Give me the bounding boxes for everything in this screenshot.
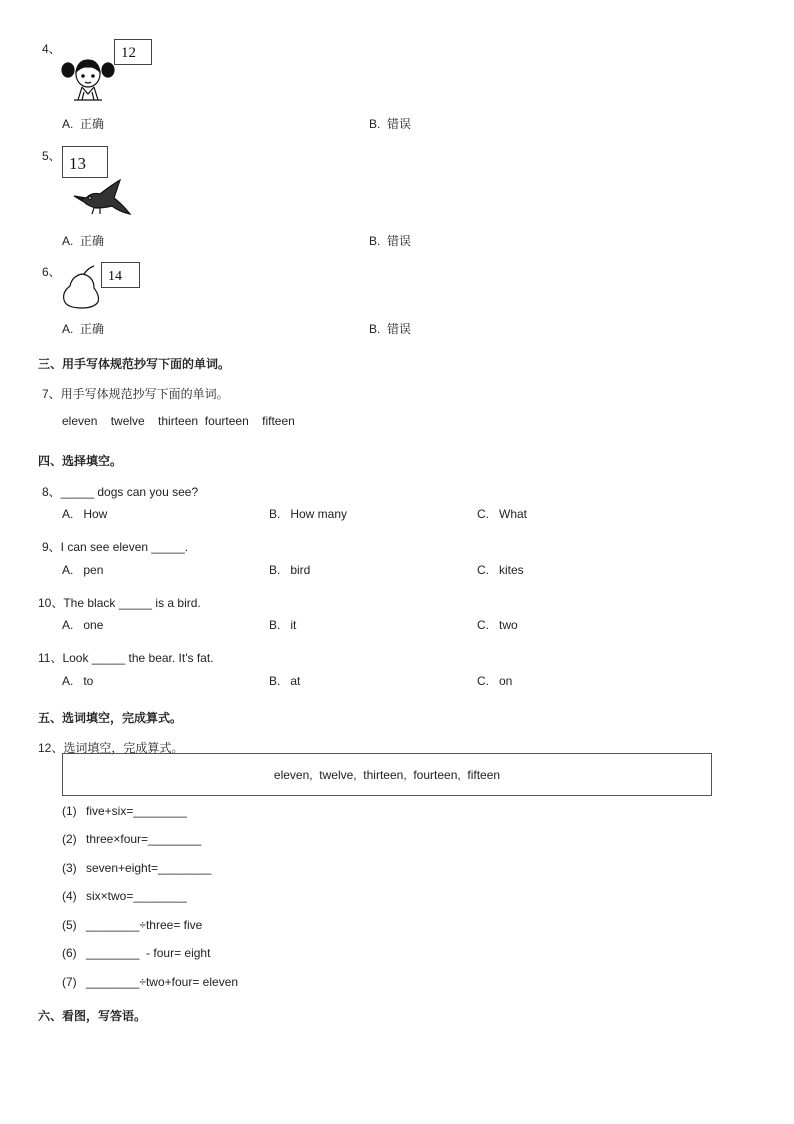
question-11-option-a[interactable]: A. to xyxy=(62,674,94,688)
pear-picture xyxy=(60,264,104,310)
number-box-14: 14 xyxy=(101,262,140,288)
question-9-option-b[interactable]: B. bird xyxy=(269,563,311,577)
question-6-option-b[interactable]: B. 错误 xyxy=(369,322,412,336)
section-4-title: 四、选择填空。 xyxy=(38,454,123,468)
question-7-words: eleven twelve thirteen fourteen fifteen xyxy=(62,414,295,428)
question-11-option-b[interactable]: B. at xyxy=(269,674,301,688)
girl-picture xyxy=(60,52,116,102)
question-8-stem: 8、_____ dogs can you see? xyxy=(42,485,199,499)
equation-1[interactable]: five+six=________ xyxy=(86,804,187,818)
equation-6[interactable]: ________ - four= eight xyxy=(86,946,211,960)
equation-4[interactable]: six×two=________ xyxy=(86,889,187,903)
question-10-option-c[interactable]: C. two xyxy=(477,618,518,632)
equation-5[interactable]: ________÷three= five xyxy=(86,918,203,932)
word-bank-text: eleven, twelve, thirteen, fourteen, fifteen xyxy=(273,767,501,782)
section-6-title: 六、看图，写答语。 xyxy=(38,1009,147,1023)
equation-7-label: (7) xyxy=(62,975,77,989)
equation-7[interactable]: ________÷two+four= eleven xyxy=(86,975,239,989)
section-3-title: 三、用手写体规范抄写下面的单词。 xyxy=(38,357,231,371)
question-9-stem: 9、I can see eleven _____. xyxy=(42,540,189,554)
question-9-option-a[interactable]: A. pen xyxy=(62,563,104,577)
equation-3[interactable]: seven+eight=________ xyxy=(86,861,212,875)
number-box-13: 13 xyxy=(62,146,108,178)
question-5-option-b[interactable]: B. 错误 xyxy=(369,234,412,248)
question-4-option-b[interactable]: B. 错误 xyxy=(369,117,412,131)
question-10-stem: 10、The black _____ is a bird. xyxy=(38,596,201,610)
equation-2[interactable]: three×four=________ xyxy=(86,832,202,846)
question-8-option-c[interactable]: C. What xyxy=(477,507,528,521)
question-6-number: 6、 xyxy=(42,265,61,279)
question-7-stem: 7、用手写体规范抄写下面的单词。 xyxy=(42,387,229,401)
equation-6-label: (6) xyxy=(62,946,77,960)
question-11-stem: 11、Look _____ the bear. It's fat. xyxy=(38,651,214,665)
word-bank-box xyxy=(62,753,712,796)
question-8-option-a[interactable]: A. How xyxy=(62,507,108,521)
question-4-number: 4、 xyxy=(42,42,61,56)
question-9-option-c[interactable]: C. kites xyxy=(477,563,524,577)
equation-5-label: (5) xyxy=(62,918,77,932)
question-12-stem: 12、选词填空，完成算式。 xyxy=(38,741,184,755)
question-5-number: 5、 xyxy=(42,149,61,163)
question-4-option-a[interactable]: A. 正确 xyxy=(62,117,105,131)
section-5-title: 五、选词填空，完成算式。 xyxy=(38,711,183,725)
bird-picture xyxy=(70,178,134,222)
question-10-option-b[interactable]: B. it xyxy=(269,618,297,632)
question-8-option-b[interactable]: B. How many xyxy=(269,507,348,521)
question-10-option-a[interactable]: A. one xyxy=(62,618,104,632)
equation-4-label: (4) xyxy=(62,889,77,903)
equation-2-label: (2) xyxy=(62,832,77,846)
question-6-option-a[interactable]: A. 正确 xyxy=(62,322,105,336)
number-box-12: 12 xyxy=(114,39,152,65)
question-5-option-a[interactable]: A. 正确 xyxy=(62,234,105,248)
question-11-option-c[interactable]: C. on xyxy=(477,674,513,688)
equation-1-label: (1) xyxy=(62,804,77,818)
equation-3-label: (3) xyxy=(62,861,77,875)
